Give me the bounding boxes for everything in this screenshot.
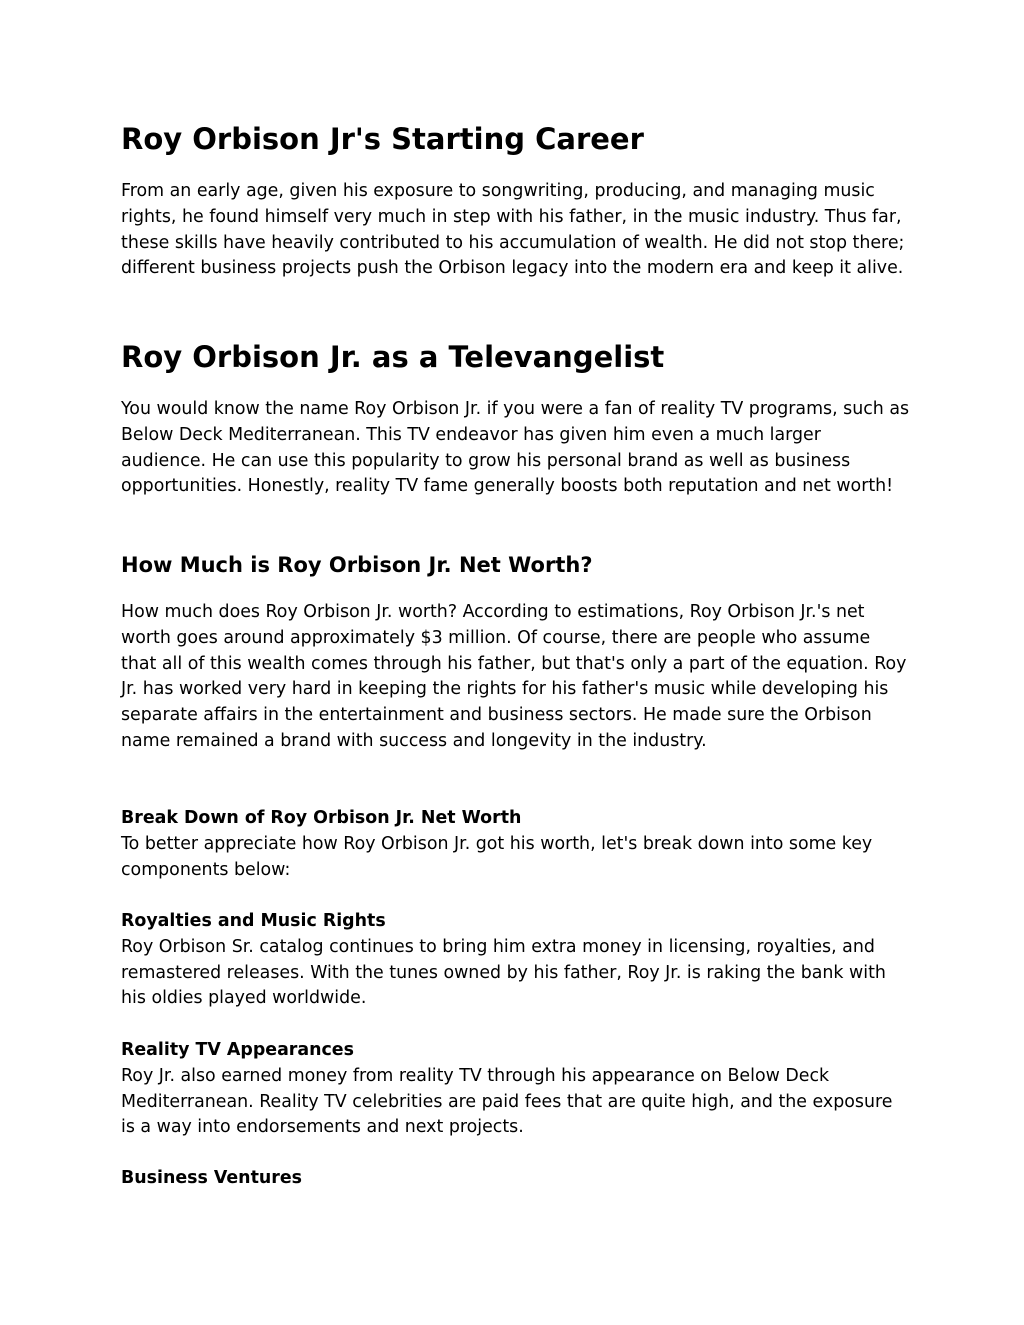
paragraph-reality-tv: Roy Jr. also earned money from reality TV through his appearance on Below Deck Mediterranean. Reality TV celebrities are paid fees that are quite high, and the exposure is a way into endorsements and next projects. [121,1065,893,1138]
block-business-ventures [121,1166,911,1192]
subheading-royalties: Royalties and Music Rights [121,911,386,931]
paragraph-starting-career: From an early age, given his exposure to songwriting, producing, and managing music rights, he found himself very much in step with his father, in the music industry. Thus far, these skills have heavily contributed to his accumulation of wealth. He did not stop there; different business projects push the Orbison legacy into the modern era and keep it alive. [121,181,905,279]
paragraph-televangelist: You would know the name Roy Orbison Jr. if you were a fan of reality TV programs, such as Below Deck Mediterranean. This TV endeavor has given him even a much larger audience. He can use this popularity to grow his personal brand as well as business opportunities. Honestly, reality TV fame generally boosts both reputation and net worth! [121,399,910,497]
paragraph-breakdown: To better appreciate how Roy Orbison Jr. got his worth, let's break down into some key components below: [121,833,873,880]
subheading-business-ventures: Business Ventures [121,1168,302,1188]
section-heading-net-worth: How Much is Roy Orbison Jr. Net Worth? [121,553,593,577]
section-heading-televangelist: Roy Orbison Jr. as a Televangelist [121,340,665,374]
subheading-breakdown: Break Down of Roy Orbison Jr. Net Worth [121,808,522,828]
section-heading-starting-career: Roy Orbison Jr's Starting Career [121,122,644,156]
block-breakdown [121,806,911,883]
block-royalties [121,909,911,1012]
block-reality-tv [121,1038,911,1141]
paragraph-net-worth: How much does Roy Orbison Jr. worth? According to estimations, Roy Orbison Jr.'s net worth goes around approximately $3 million. Of course, there are people who assume that all of this wealth comes through his father, but that's only a part of the equation. Roy Jr. has worked very hard in keeping the rights for his father's music while developing his separate affairs in the entertainment and business sectors. He made sure the Orbison name remained a brand with success and longevity in the industry. [121,602,907,751]
subheading-reality-tv: Reality TV Appearances [121,1040,354,1060]
paragraph-royalties: Roy Orbison Sr. catalog continues to bring him extra money in licensing, royalties, and remastered releases. With the tunes owned by his father, Roy Jr. is raking the bank with his oldies played worldwide. [121,936,886,1009]
